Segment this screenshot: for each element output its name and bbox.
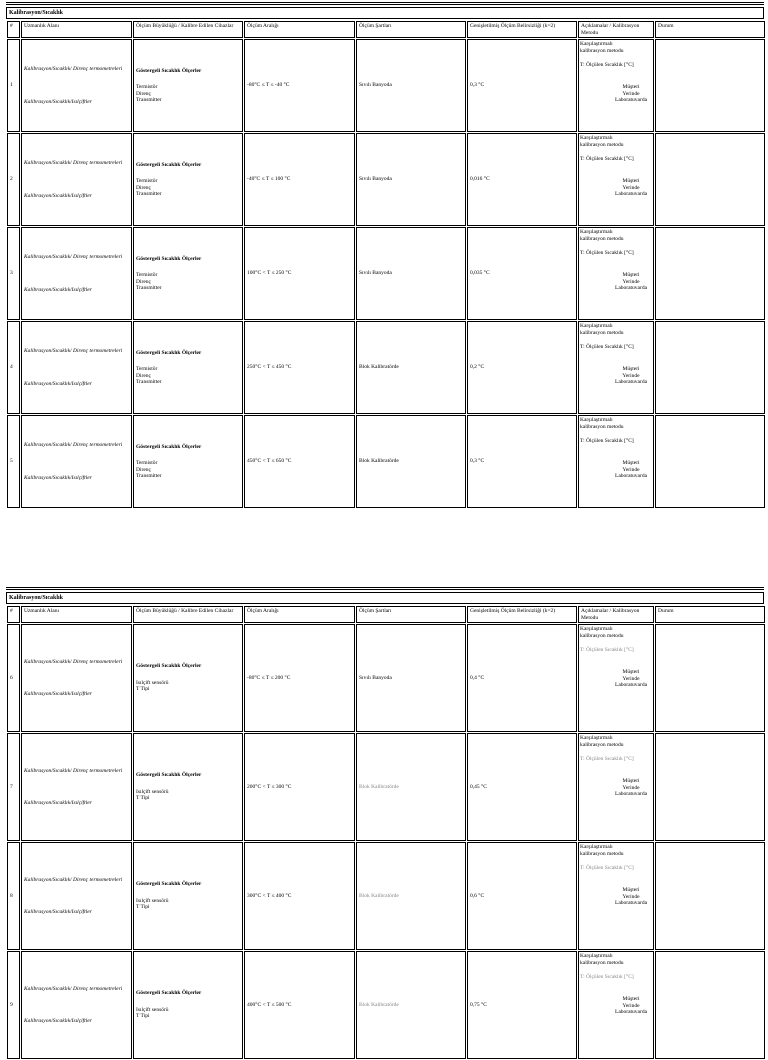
area-cell xyxy=(21,842,132,950)
device-line: Termistör xyxy=(136,460,158,467)
table-row xyxy=(7,133,765,226)
location-line: Yerinde xyxy=(622,675,640,682)
area-bottom: Kalibrasyon/Sıcaklık/Isılçiftler xyxy=(24,691,92,698)
scope-table xyxy=(6,20,766,509)
status-cell xyxy=(655,39,765,132)
method-line: kalibrasyon metodu xyxy=(580,47,624,54)
conditions-cell: Blok Kalibratörde xyxy=(356,733,466,841)
location-line: Laboratuvarda xyxy=(614,191,648,198)
uncertainty-cell: 0,45 °C xyxy=(467,733,577,841)
method-line: kalibrasyon metodu xyxy=(580,741,624,748)
scope-table xyxy=(6,605,766,1060)
device-cell xyxy=(133,842,243,950)
area-bottom: Kalibrasyon/Sıcaklık/Isılçiftler xyxy=(24,380,92,387)
scope-section-1 xyxy=(6,2,764,509)
device-title: Göstergeli Sıcaklık Ölçerler xyxy=(136,67,202,74)
row-number: 7 xyxy=(7,733,20,841)
col-header-status: Durum xyxy=(655,21,765,38)
col-header-method: Açıklamalar / Kalibrasyon Metodu xyxy=(578,21,654,38)
uncertainty-cell: 0,6 °C xyxy=(467,842,577,950)
location-line: Yerinde xyxy=(622,90,640,97)
area-bottom: Kalibrasyon/Sıcaklık/Isılçiftler xyxy=(24,909,92,916)
method-line: Karşılaştırmalı xyxy=(580,229,613,236)
formula-text: T: Ölçülen Sıcaklık [°C] xyxy=(580,865,634,872)
area-cell xyxy=(21,951,132,1059)
range-cell: 400°C < T ≤ 500 °C xyxy=(244,951,355,1059)
method-line: kalibrasyon metodu xyxy=(580,141,624,148)
location-line: Laboratuvarda xyxy=(614,473,648,480)
method-cell xyxy=(578,842,654,950)
device-line: Termistör xyxy=(136,178,158,185)
range-cell: 250°C < T ≤ 450 °C xyxy=(244,321,355,414)
status-cell xyxy=(655,624,765,732)
method-line: kalibrasyon metodu xyxy=(580,423,624,430)
method-cell xyxy=(578,227,654,320)
area-top: Kalibrasyon/Sıcaklık/ Direnç termometreleri xyxy=(24,658,123,665)
row-number: 5 xyxy=(7,415,20,508)
area-cell xyxy=(21,321,132,414)
device-line: Isılçift sensörü xyxy=(136,679,169,686)
conditions-cell: Blok Kalibratörde xyxy=(356,415,466,508)
conditions-cell: Blok Kalibratörde xyxy=(356,951,466,1059)
uncertainty-cell: 0,2 °C xyxy=(467,321,577,414)
device-title: Göstergeli Sıcaklık Ölçerler xyxy=(136,255,202,262)
col-header-no: # xyxy=(7,21,20,38)
col-header-range: Ölçüm Aralığı xyxy=(244,606,355,623)
location-line: Müşteri xyxy=(622,886,640,893)
location-line: Müşteri xyxy=(622,365,640,372)
device-cell xyxy=(133,39,243,132)
device-line: Termistör xyxy=(136,272,158,279)
method-line: Karşılaştırmalı xyxy=(580,953,613,960)
area-bottom: Kalibrasyon/Sıcaklık/Isılçiftler xyxy=(24,286,92,293)
formula-text: T: Ölçülen Sıcaklık [°C] xyxy=(580,974,634,981)
location-line: Müşteri xyxy=(622,271,640,278)
device-title: Göstergeli Sıcaklık Ölçerler xyxy=(136,161,202,168)
col-header-status: Durum xyxy=(655,606,765,623)
device-line: Isılçift sensörü xyxy=(136,1006,169,1013)
method-cell xyxy=(578,951,654,1059)
location-line: Yerinde xyxy=(622,1002,640,1009)
device-cell xyxy=(133,951,243,1059)
area-bottom: Kalibrasyon/Sıcaklık/Isılçiftler xyxy=(24,1018,92,1025)
conditions-cell: Sıvılı Banyoda xyxy=(356,39,466,132)
uncertainty-cell: 0,3 °C xyxy=(467,415,577,508)
device-line: T Tipi xyxy=(136,904,150,911)
header-row xyxy=(7,606,765,623)
table-row xyxy=(7,733,765,841)
scope-section-2 xyxy=(6,587,764,1060)
device-line: Isılçift sensörü xyxy=(136,788,169,795)
formula-text: T: Ölçülen Sıcaklık [°C] xyxy=(580,438,634,445)
uncertainty-cell: 0,4 °C xyxy=(467,624,577,732)
row-number: 1 xyxy=(7,39,20,132)
status-cell xyxy=(655,321,765,414)
device-cell xyxy=(133,624,243,732)
table-row xyxy=(7,321,765,414)
location-line: Yerinde xyxy=(622,466,640,473)
conditions-cell: Blok Kalibratörde xyxy=(356,321,466,414)
method-line: Karşılaştırmalı xyxy=(580,626,613,633)
device-title: Göstergeli Sıcaklık Ölçerler xyxy=(136,881,202,888)
status-cell xyxy=(655,133,765,226)
col-header-conditions: Ölçüm Şartları xyxy=(356,606,466,623)
device-line: T Tipi xyxy=(136,795,150,802)
range-cell: 200°C < T ≤ 300 °C xyxy=(244,733,355,841)
formula-text: T: Ölçülen Sıcaklık [°C] xyxy=(580,756,634,763)
device-line: Direnç xyxy=(136,278,151,285)
area-bottom: Kalibrasyon/Sıcaklık/Isılçiftler xyxy=(24,474,92,481)
status-cell xyxy=(655,227,765,320)
table-row xyxy=(7,227,765,320)
uncertainty-cell: 0,016 °C xyxy=(467,133,577,226)
row-number: 2 xyxy=(7,133,20,226)
location-line: Müşteri xyxy=(622,459,640,466)
device-line: Direnç xyxy=(136,90,151,97)
table-row xyxy=(7,624,765,732)
conditions-cell: Sıvılı Banyoda xyxy=(356,133,466,226)
location-line: Yerinde xyxy=(622,184,640,191)
area-top: Kalibrasyon/Sıcaklık/ Direnç termometreleri xyxy=(24,985,123,992)
formula-text: T: Ölçülen Sıcaklık [°C] xyxy=(580,647,634,654)
col-header-no: # xyxy=(7,606,20,623)
status-cell xyxy=(655,733,765,841)
range-cell: -40°C ≤ T ≤ 100 °C xyxy=(244,133,355,226)
area-cell xyxy=(21,227,132,320)
device-title: Göstergeli Sıcaklık Ölçerler xyxy=(136,990,202,997)
device-title: Göstergeli Sıcaklık Ölçerler xyxy=(136,443,202,450)
header-row xyxy=(7,21,765,38)
range-cell: -80°C ≤ T ≤ -40 °C xyxy=(244,39,355,132)
device-line: Direnç xyxy=(136,184,151,191)
col-header-range: Ölçüm Aralığı xyxy=(244,21,355,38)
area-top: Kalibrasyon/Sıcaklık/ Direnç termometreleri xyxy=(24,160,123,167)
device-title: Göstergeli Sıcaklık Ölçerler xyxy=(136,663,202,670)
device-line: Transmitter xyxy=(136,191,162,198)
status-cell xyxy=(655,951,765,1059)
area-bottom: Kalibrasyon/Sıcaklık/Isılçiftler xyxy=(24,98,92,105)
area-cell xyxy=(21,133,132,226)
method-line: Karşılaştırmalı xyxy=(580,41,613,48)
area-cell xyxy=(21,733,132,841)
device-title: Göstergeli Sıcaklık Ölçerler xyxy=(136,349,202,356)
formula-text: T: Ölçülen Sıcaklık [°C] xyxy=(580,250,634,257)
device-line: Transmitter xyxy=(136,97,162,104)
device-line: T Tipi xyxy=(136,686,150,693)
col-header-device: Ölçüm Büyüklüğü / Kalibre Edilen Cihazlar xyxy=(133,21,243,38)
area-bottom: Kalibrasyon/Sıcaklık/Isılçiftler xyxy=(24,192,92,199)
section-caption: Kalibrasyon/Sıcaklık xyxy=(6,592,764,604)
location-line: Yerinde xyxy=(622,278,640,285)
method-line: kalibrasyon metodu xyxy=(580,235,624,242)
location-line: Yerinde xyxy=(622,893,640,900)
area-top: Kalibrasyon/Sıcaklık/ Direnç termometreleri xyxy=(24,876,123,883)
location-line: Laboratuvarda xyxy=(614,900,648,907)
method-line: kalibrasyon metodu xyxy=(580,959,624,966)
device-line: Isılçift sensörü xyxy=(136,897,169,904)
device-cell xyxy=(133,415,243,508)
device-cell xyxy=(133,133,243,226)
location-line: Laboratuvarda xyxy=(614,379,648,386)
formula-text: T: Ölçülen Sıcaklık [°C] xyxy=(580,62,634,69)
device-line: Direnç xyxy=(136,372,151,379)
table-row xyxy=(7,951,765,1059)
method-line: Karşılaştırmalı xyxy=(580,417,613,424)
top-rule xyxy=(6,2,764,5)
status-cell xyxy=(655,842,765,950)
uncertainty-cell: 0,3 °C xyxy=(467,39,577,132)
location-line: Müşteri xyxy=(622,995,640,1002)
method-cell xyxy=(578,624,654,732)
location-line: Laboratuvarda xyxy=(614,682,648,689)
method-cell xyxy=(578,733,654,841)
row-number: 3 xyxy=(7,227,20,320)
method-line: Karşılaştırmalı xyxy=(580,735,613,742)
col-header-uncertainty: Genişletilmiş Ölçüm Belirsizliği (k=2) xyxy=(467,606,577,623)
uncertainty-cell: 0,75 °C xyxy=(467,951,577,1059)
location-line: Laboratuvarda xyxy=(614,97,648,104)
location-line: Yerinde xyxy=(622,372,640,379)
top-rule xyxy=(6,587,764,590)
col-header-method: Açıklamalar / Kalibrasyon Metodu xyxy=(578,606,654,623)
location-line: Müşteri xyxy=(622,83,640,90)
method-cell xyxy=(578,133,654,226)
device-line: T Tipi xyxy=(136,1013,150,1020)
device-line: Termistör xyxy=(136,84,158,91)
device-line: Transmitter xyxy=(136,379,162,386)
area-cell xyxy=(21,624,132,732)
col-header-device: Ölçüm Büyüklüğü / Kalibre Edilen Cihazlar xyxy=(133,606,243,623)
location-line: Yerinde xyxy=(622,784,640,791)
conditions-cell: Blok Kalibratörde xyxy=(356,842,466,950)
range-cell: -80°C ≤ T ≤ 200 °C xyxy=(244,624,355,732)
method-cell xyxy=(578,415,654,508)
location-line: Laboratuvarda xyxy=(614,1009,648,1016)
method-cell xyxy=(578,39,654,132)
method-line: kalibrasyon metodu xyxy=(580,850,624,857)
uncertainty-cell: 0,035 °C xyxy=(467,227,577,320)
area-top: Kalibrasyon/Sıcaklık/ Direnç termometreleri xyxy=(24,442,123,449)
col-header-area: Uzmanlık Alanı xyxy=(21,21,132,38)
area-top: Kalibrasyon/Sıcaklık/ Direnç termometreleri xyxy=(24,66,123,73)
location-line: Müşteri xyxy=(622,777,640,784)
method-line: kalibrasyon metodu xyxy=(580,329,624,336)
col-header-area: Uzmanlık Alanı xyxy=(21,606,132,623)
col-header-uncertainty: Genişletilmiş Ölçüm Belirsizliği (k=2) xyxy=(467,21,577,38)
device-cell xyxy=(133,321,243,414)
device-line: Direnç xyxy=(136,466,151,473)
row-number: 4 xyxy=(7,321,20,414)
area-cell xyxy=(21,415,132,508)
row-number: 9 xyxy=(7,951,20,1059)
row-number: 6 xyxy=(7,624,20,732)
conditions-cell: Sıvılı Banyoda xyxy=(356,624,466,732)
conditions-cell: Sıvılı Banyoda xyxy=(356,227,466,320)
area-top: Kalibrasyon/Sıcaklık/ Direnç termometreleri xyxy=(24,767,123,774)
method-line: Karşılaştırmalı xyxy=(580,323,613,330)
range-cell: 300°C < T ≤ 400 °C xyxy=(244,842,355,950)
method-cell xyxy=(578,321,654,414)
device-cell xyxy=(133,733,243,841)
section-caption: Kalibrasyon/Sıcaklık xyxy=(6,7,764,19)
formula-text: T: Ölçülen Sıcaklık [°C] xyxy=(580,344,634,351)
location-line: Müşteri xyxy=(622,668,640,675)
device-cell xyxy=(133,227,243,320)
area-cell xyxy=(21,39,132,132)
location-line: Laboratuvarda xyxy=(614,285,648,292)
method-line: kalibrasyon metodu xyxy=(580,632,624,639)
status-cell xyxy=(655,415,765,508)
area-bottom: Kalibrasyon/Sıcaklık/Isılçiftler xyxy=(24,800,92,807)
area-top: Kalibrasyon/Sıcaklık/ Direnç termometreleri xyxy=(24,348,123,355)
device-line: Transmitter xyxy=(136,473,162,480)
range-cell: 100°C < T ≤ 250 °C xyxy=(244,227,355,320)
location-line: Laboratuvarda xyxy=(614,791,648,798)
col-header-conditions: Ölçüm Şartları xyxy=(356,21,466,38)
location-line: Müşteri xyxy=(622,177,640,184)
table-row xyxy=(7,842,765,950)
device-title: Göstergeli Sıcaklık Ölçerler xyxy=(136,772,202,779)
formula-text: T: Ölçülen Sıcaklık [°C] xyxy=(580,156,634,163)
table-row xyxy=(7,39,765,132)
device-line: Transmitter xyxy=(136,285,162,292)
range-cell: 450°C < T ≤ 650 °C xyxy=(244,415,355,508)
method-line: Karşılaştırmalı xyxy=(580,844,613,851)
method-line: Karşılaştırmalı xyxy=(580,135,613,142)
table-row xyxy=(7,415,765,508)
area-top: Kalibrasyon/Sıcaklık/ Direnç termometreleri xyxy=(24,254,123,261)
row-number: 8 xyxy=(7,842,20,950)
device-line: Termistör xyxy=(136,366,158,373)
